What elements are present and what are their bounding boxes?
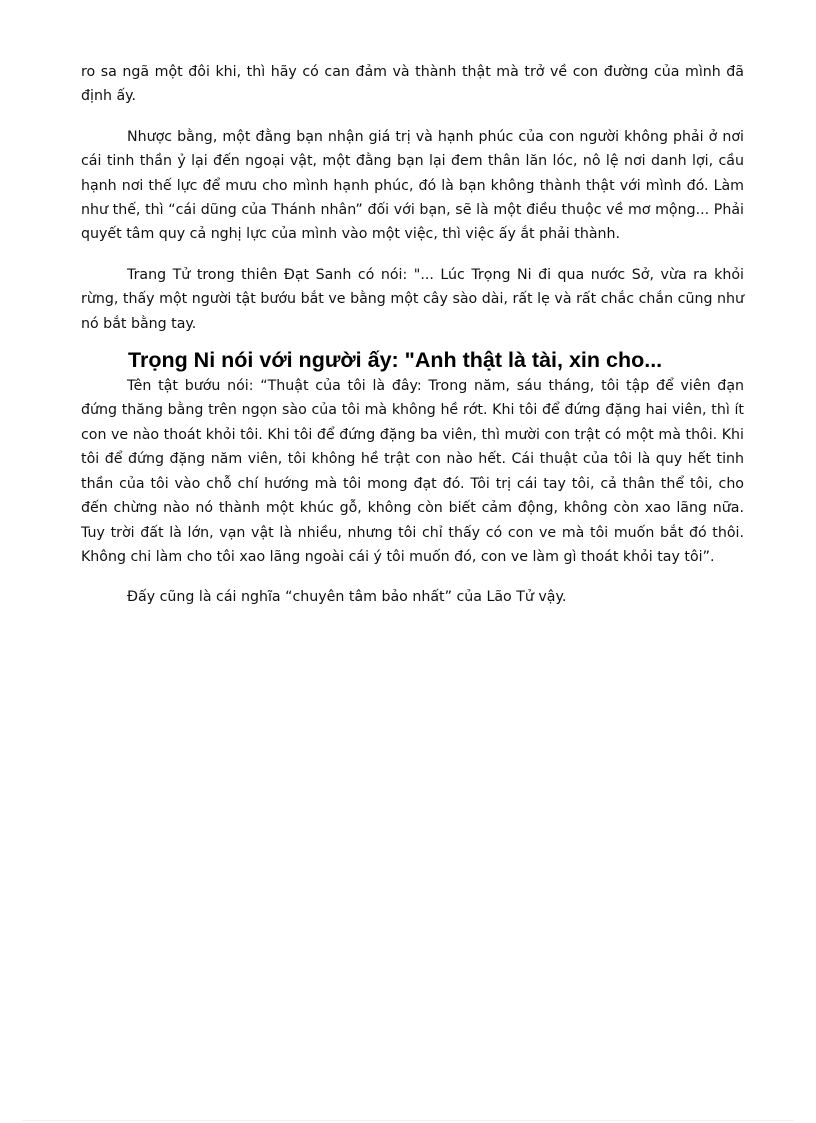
paragraph-continuation: ro sa ngã một đôi khi, thì hãy có can đảm và thành thật mà trở về con đường của mình đã định ấy.	[81, 64, 744, 105]
page-bottom-divider	[22, 1120, 794, 1121]
paragraph-ten-tat-buou: Tên tật bướu nói: “Thuật của tôi là đây: Trong năm, sáu tháng, tôi tập để viên đạn đứng thăng bằng trên ngọn sào của tôi mà không hề rớt. Khi tôi để đứng đặng hai viên, thì ít con ve nào thoát khỏi tôi. Khi tôi để đứng đặng ba viên, thì mười con trật có một mà thôi. Khi tôi để đứng đặng năm viên, tôi không hề trật con nào hết. Cái thuật của tôi là quy hết tinh thần của tôi vào chỗ chí hướng mà tôi mong đạt đó. Tôi trị cái tay tôi, cả thân thể tôi, cho đến chừng nào nó thành một khúc gỗ, không còn biết cảm động, không còn xao lãng nữa. Tuy trời đất là lớn, vạn vật là nhiều, nhưng tôi chỉ thấy có con ve mà tôi muốn bắt đó thôi. Không chi làm cho tôi xao lãng ngoài cái ý tôi muốn đó, con ve làm gì thoát khỏi tay tôi”.	[81, 378, 744, 565]
section-heading: Trọng Ni nói với người ấy: "Anh thật là tài, xin cho...	[128, 348, 663, 373]
paragraph-trang-tu: Trang Tử trong thiên Đạt Sanh có nói: "... Lúc Trọng Ni đi qua nước Sở, vừa ra khỏi rừng, thấy một người tật bướu bắt ve bằng một cây sào dài, rất lẹ và rất chắc chắn cũng như nó bắt bằng tay.	[81, 266, 744, 332]
paragraph-nhuoc-bang: Nhược bằng, một đằng bạn nhận giá trị và hạnh phúc của con người không phải ở nơi cái tinh thần ỷ lại đến ngoại vật, một đằng bạn lại đem thân lăn lóc, nô lệ nơi danh lợi, cầu hạnh nơi thế lực để mưu cho mình hạnh phúc, đó là bạn không thành thật với mình đó. Làm như thế, thì “cái dũng của Thánh nhân” đối với bạn, sẽ là một điều thuộc về mơ mộng... Phải quyết tâm quy cả nghị lực của mình vào một việc, thì việc ấy ắt phải thành.	[81, 128, 744, 243]
paragraph-conclusion: Đấy cũng là cái nghĩa “chuyên tâm bảo nhất” của Lão Tử vậy.	[127, 589, 567, 606]
document-body	[81, 60, 744, 610]
